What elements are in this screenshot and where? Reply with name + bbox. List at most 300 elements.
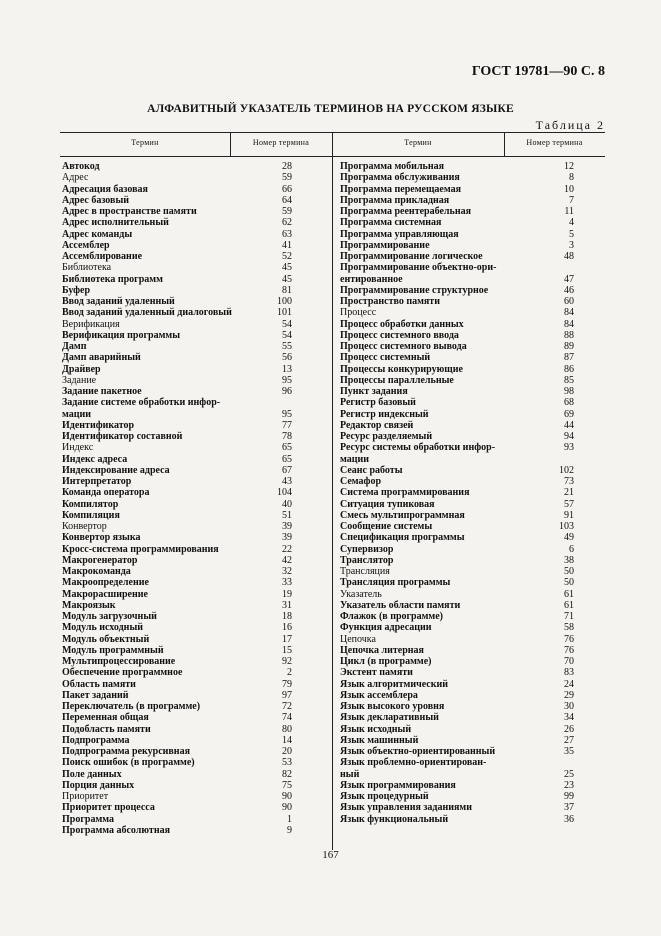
term-text: Пункт задания (340, 386, 408, 397)
term-text: Библиотека (62, 262, 112, 274)
term-text: Обеспечение программное (62, 667, 183, 679)
term-text: Семафор (340, 476, 382, 487)
table-row (62, 465, 330, 476)
table-row (340, 577, 605, 588)
column-header-term-left: Термин (131, 138, 159, 147)
table-row (62, 172, 330, 183)
term-number: 19 (282, 588, 292, 600)
table-row (62, 499, 330, 510)
term-number: 102 (559, 464, 574, 476)
term-text: Приоритет процесса (62, 802, 155, 814)
term-number: 67 (282, 464, 292, 476)
table-row (62, 712, 330, 723)
term-number: 90 (282, 802, 292, 814)
term-number: 79 (282, 678, 292, 690)
term-text: мации (62, 408, 92, 420)
table-row (62, 634, 330, 645)
term-text: Адрес исполнительный (62, 217, 169, 229)
table-row (340, 206, 605, 217)
table-divider-center (332, 132, 333, 850)
table-row (62, 375, 330, 386)
term-text: Адрес (62, 172, 89, 184)
table-row (62, 600, 330, 611)
term-number: 11 (564, 206, 574, 217)
term-text: Подпрограмма (62, 734, 130, 746)
term-text: Переменная общая (62, 712, 149, 724)
table-row (340, 656, 605, 667)
term-text: Язык алгоритмический (340, 678, 449, 690)
table-row (340, 510, 605, 521)
table-row (340, 791, 605, 802)
term-text: Подпрограмма рекурсивная (62, 746, 190, 757)
table-row (62, 701, 330, 712)
table-row (62, 724, 330, 735)
term-number: 64 (282, 194, 292, 206)
term-number: 28 (282, 161, 292, 172)
table-row (340, 319, 605, 330)
table-row (340, 544, 605, 555)
term-number: 56 (282, 352, 292, 364)
term-text: Процесс системный (340, 352, 431, 364)
term-text: Язык исходный (340, 723, 412, 735)
term-number: 103 (559, 521, 574, 532)
term-text: Цикл (в программе) (340, 656, 432, 667)
term-text: Индекс адреса (62, 453, 128, 465)
table-row (62, 589, 330, 600)
term-text: Поиск ошибок (в программе) (62, 757, 195, 769)
term-text: Адрес в пространстве памяти (62, 206, 197, 217)
term-number: 95 (282, 408, 292, 420)
term-number: 39 (282, 521, 292, 532)
term-text: Идентификатор (62, 419, 135, 431)
term-text: Язык высокого уровня (340, 701, 445, 712)
terms-table (60, 132, 605, 850)
term-number: 75 (282, 779, 292, 791)
term-text: Программа реентерабельная (340, 206, 471, 217)
table-row (340, 240, 605, 251)
term-text: Библиотека программ (62, 273, 163, 285)
term-number: 2 (287, 667, 292, 679)
term-number: 87 (564, 352, 574, 364)
table-row (62, 544, 330, 555)
term-text: Программирование объектно-ори- (340, 262, 497, 274)
term-text: Ассемблер (62, 239, 110, 251)
table-row (340, 701, 605, 712)
term-number: 55 (282, 341, 292, 352)
term-number: 84 (564, 307, 574, 319)
term-number: 65 (282, 442, 292, 454)
table-row (62, 217, 330, 228)
term-text: Индексирование адреса (62, 464, 170, 476)
table-row (340, 465, 605, 476)
term-number: 9 (287, 824, 292, 836)
term-number: 18 (282, 611, 292, 622)
term-number: 17 (282, 633, 292, 645)
term-text: Верификация программы (62, 329, 181, 341)
term-text: Конвертор (62, 521, 107, 532)
term-number: 53 (282, 757, 292, 769)
term-text: Редактор связей (340, 419, 414, 431)
term-number: 81 (282, 284, 292, 296)
table-row (340, 712, 605, 723)
table-row (62, 656, 330, 667)
term-text: Задание (62, 374, 97, 386)
table-row (62, 352, 330, 363)
table-row (340, 341, 605, 352)
term-number: 46 (564, 284, 574, 296)
term-text: Программа управляющая (340, 228, 459, 240)
left-term-column (62, 161, 330, 836)
table-row (62, 667, 330, 678)
term-text: Ресурс разделяемый (340, 431, 433, 442)
term-number: 15 (282, 644, 292, 656)
term-text: Транслятор (340, 554, 394, 566)
table-row (340, 274, 605, 285)
term-text: Процесс (340, 307, 377, 319)
term-text: Ввод заданий удаленный (62, 296, 175, 307)
term-text: Смесь мультипрограммная (340, 509, 465, 521)
table-row (62, 690, 330, 701)
term-text: Язык управления заданиями (340, 802, 472, 814)
table-row (340, 634, 605, 645)
term-text: Система программирования (340, 487, 470, 499)
term-number: 40 (282, 498, 292, 510)
term-number: 37 (564, 802, 574, 814)
table-row (340, 645, 605, 656)
term-number: 5 (569, 228, 574, 240)
term-number: 7 (569, 194, 574, 206)
term-number: 78 (282, 431, 292, 442)
term-text: Кросс-система программирования (62, 543, 219, 555)
table-row (340, 172, 605, 183)
table-row (62, 825, 330, 836)
table-row (340, 409, 605, 420)
term-text: Компилятор (62, 498, 119, 510)
table-row (340, 499, 605, 510)
table-row (340, 735, 605, 746)
term-number: 10 (564, 183, 574, 195)
table-row (62, 757, 330, 768)
term-number: 30 (564, 701, 574, 712)
table-row (340, 589, 605, 600)
term-number: 93 (564, 442, 574, 454)
table-row (340, 600, 605, 611)
term-number: 95 (282, 374, 292, 386)
term-text: Макрогенератор (62, 554, 138, 566)
table-row (62, 791, 330, 802)
table-row (62, 397, 330, 408)
term-number: 41 (282, 239, 292, 251)
term-number: 90 (282, 791, 292, 802)
table-row (62, 195, 330, 206)
term-number: 31 (282, 599, 292, 611)
table-row (62, 307, 330, 318)
term-text: Язык машинный (340, 734, 419, 746)
table-row (62, 431, 330, 442)
table-row (62, 780, 330, 791)
table-row (62, 487, 330, 498)
term-number: 12 (564, 161, 574, 172)
table-row (62, 611, 330, 622)
term-text: Язык проблемно-ориентирован- (340, 757, 487, 769)
term-number: 85 (564, 374, 574, 386)
term-text: Программирование (340, 239, 430, 251)
table-row (62, 240, 330, 251)
term-text: Модуль загрузочный (62, 611, 157, 622)
term-number: 65 (282, 453, 292, 465)
table-row (340, 307, 605, 318)
table-row (340, 420, 605, 431)
term-number: 50 (564, 577, 574, 589)
term-number: 52 (282, 251, 292, 262)
table-row (62, 802, 330, 813)
term-text: Команда оператора (62, 487, 150, 499)
table-row (62, 285, 330, 296)
term-number: 63 (282, 228, 292, 240)
table-row (340, 285, 605, 296)
term-text: Приоритет (62, 791, 109, 802)
term-number: 80 (282, 723, 292, 735)
term-text: Программа прикладная (340, 194, 450, 206)
table-row (62, 735, 330, 746)
term-number: 42 (282, 554, 292, 566)
table-row (62, 409, 330, 420)
term-number: 6 (569, 543, 574, 555)
term-text: Регистр индексный (340, 408, 429, 420)
term-number: 82 (282, 768, 292, 780)
table-row (340, 330, 605, 341)
term-text: Программа обслуживания (340, 172, 460, 184)
term-text: Экстент памяти (340, 667, 413, 679)
term-text: Язык программирования (340, 779, 456, 791)
term-text: Язык декларативный (340, 712, 439, 724)
term-text: Ввод заданий удаленный диалоговый (62, 307, 232, 319)
term-text: Задание системе обработки инфор- (62, 397, 221, 409)
table-row (340, 566, 605, 577)
term-number: 13 (282, 363, 292, 375)
term-number: 61 (564, 599, 574, 611)
term-text: Трансляция (340, 566, 390, 577)
table-row (62, 229, 330, 240)
term-number: 50 (564, 566, 574, 577)
term-text: Компиляция (62, 509, 120, 521)
term-number: 97 (282, 689, 292, 701)
term-text: Мультипроцессирование (62, 656, 176, 667)
table-row (340, 814, 605, 825)
term-number: 33 (282, 577, 292, 589)
table-row (340, 690, 605, 701)
table-row (62, 769, 330, 780)
term-number: 43 (282, 476, 292, 487)
table-row (340, 352, 605, 363)
term-number: 49 (564, 532, 574, 544)
term-number: 27 (564, 734, 574, 746)
term-number: 91 (564, 509, 574, 521)
term-text: Супервизор (340, 543, 394, 555)
term-number: 44 (564, 419, 574, 431)
table-row (62, 622, 330, 633)
term-text: Подобласть памяти (62, 723, 151, 735)
table-row (62, 364, 330, 375)
term-text: Модуль объектный (62, 633, 150, 645)
term-text: Программирование структурное (340, 284, 489, 296)
table-row (340, 262, 605, 273)
term-number: 68 (564, 397, 574, 409)
term-text: ентированное (340, 273, 403, 285)
table-row (62, 510, 330, 521)
term-text: Процесс обработки данных (340, 318, 464, 330)
term-text: Язык ассемблера (340, 689, 418, 701)
term-text: Трансляция программы (340, 577, 451, 589)
table-row (340, 184, 605, 195)
term-text: Функция адресации (340, 622, 432, 634)
term-text: Макроопределение (62, 577, 149, 589)
term-number: 32 (282, 566, 292, 577)
table-row (62, 476, 330, 487)
term-number: 1 (287, 813, 292, 825)
term-number: 23 (564, 779, 574, 791)
table-row (340, 229, 605, 240)
term-text: Язык объектно-ориентированный (340, 746, 496, 757)
term-text: Процесс системного вывода (340, 341, 467, 352)
table-row (340, 251, 605, 262)
term-number: 22 (282, 543, 292, 555)
term-number: 89 (564, 341, 574, 352)
term-number: 69 (564, 408, 574, 420)
term-number: 21 (564, 487, 574, 499)
term-text: Спецификация программы (340, 532, 465, 544)
term-text: Программирование логическое (340, 251, 483, 262)
term-text: Модуль программный (62, 644, 164, 656)
table-row (62, 161, 330, 172)
term-text: Задание пакетное (62, 386, 142, 397)
table-row (62, 386, 330, 397)
term-number: 45 (282, 262, 292, 274)
term-number: 101 (277, 307, 292, 319)
page-title: АЛФАВИТНЫЙ УКАЗАТЕЛЬ ТЕРМИНОВ НА РУССКОМ ЯЗЫКЕ (147, 103, 514, 115)
term-text: Макрокоманда (62, 566, 131, 577)
term-number: 29 (564, 689, 574, 701)
term-number: 24 (564, 678, 574, 690)
term-number: 94 (564, 431, 574, 442)
table-row (62, 184, 330, 195)
term-number: 104 (277, 487, 292, 499)
term-text: Переключатель (в программе) (62, 701, 201, 712)
term-number: 36 (564, 813, 574, 825)
term-text: Процессы конкурирующие (340, 363, 463, 375)
table-row (62, 330, 330, 341)
table-row (62, 206, 330, 217)
table-row (340, 217, 605, 228)
term-number: 26 (564, 723, 574, 735)
term-text: Сеанс работы (340, 464, 403, 476)
table-row (340, 532, 605, 543)
term-text: Порция данных (62, 779, 135, 791)
term-number: 48 (564, 251, 574, 262)
table-row (340, 476, 605, 487)
term-number: 59 (282, 206, 292, 217)
term-number: 51 (282, 509, 292, 521)
term-text: ный (340, 768, 360, 780)
right-term-column (340, 161, 605, 825)
table-row (62, 296, 330, 307)
table-row (62, 319, 330, 330)
table-row (340, 454, 605, 465)
table-row (340, 746, 605, 757)
term-number: 14 (282, 734, 292, 746)
table-row (62, 555, 330, 566)
term-number: 35 (564, 746, 574, 757)
term-number: 74 (282, 712, 292, 724)
term-text: Интерпретатор (62, 476, 132, 487)
term-number: 76 (564, 633, 574, 645)
table-row (62, 577, 330, 588)
term-number: 60 (564, 296, 574, 307)
term-number: 66 (282, 183, 292, 195)
term-text: Дамп аварийный (62, 352, 141, 364)
term-text: Макроязык (62, 599, 116, 611)
column-header-number-right: Номер термина (526, 138, 583, 147)
table-row (62, 442, 330, 453)
table-row (340, 757, 605, 768)
term-number: 84 (564, 318, 574, 330)
term-text: Буфер (62, 284, 91, 296)
term-number: 4 (569, 217, 574, 229)
term-number: 72 (282, 701, 292, 712)
table-row (340, 431, 605, 442)
column-header-term-right: Термин (404, 138, 432, 147)
term-number: 45 (282, 273, 292, 285)
table-row (62, 251, 330, 262)
term-text: Регистр базовый (340, 397, 416, 409)
term-text: Идентификатор составной (62, 431, 183, 442)
term-text: Процессы параллельные (340, 374, 454, 386)
table-row (62, 679, 330, 690)
document-header: ГОСТ 19781—90 С. 8 (471, 64, 605, 79)
table-row (62, 566, 330, 577)
table-row (62, 521, 330, 532)
term-number: 47 (564, 273, 574, 285)
term-number: 86 (564, 363, 574, 375)
table-row (340, 375, 605, 386)
term-text: Область памяти (62, 678, 136, 690)
table-row (340, 521, 605, 532)
table-row (340, 296, 605, 307)
term-number: 99 (564, 791, 574, 802)
term-number: 54 (282, 318, 292, 330)
table-row (340, 769, 605, 780)
term-text: Программа перемещаемая (340, 183, 461, 195)
term-text: Язык процедурный (340, 791, 429, 802)
term-number: 3 (569, 239, 574, 251)
term-number: 39 (282, 532, 292, 544)
term-text: Адрес команды (62, 228, 133, 240)
term-text: Ресурс системы обработки инфор- (340, 442, 496, 454)
table-row (340, 622, 605, 633)
term-number: 59 (282, 172, 292, 184)
term-number: 54 (282, 329, 292, 341)
table-row (340, 611, 605, 622)
term-text: Сообщение системы (340, 521, 433, 532)
term-number: 25 (564, 768, 574, 780)
term-text: Программа системная (340, 217, 442, 229)
term-text: Указатель (340, 588, 382, 600)
term-text: Пространство памяти (340, 296, 440, 307)
term-text: Цепочка (340, 633, 376, 645)
term-text: Указатель области памяти (340, 599, 461, 611)
table-row (340, 442, 605, 453)
term-text: Верификация (62, 318, 120, 330)
